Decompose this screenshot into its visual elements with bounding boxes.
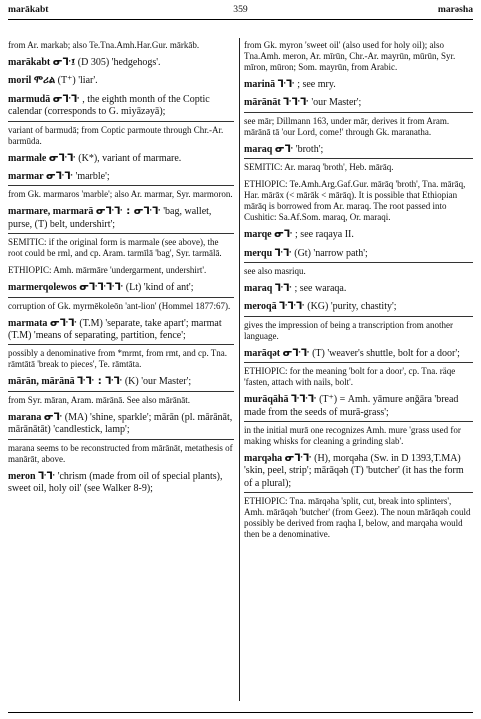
page-number: 359 [233,4,248,15]
entry-text: 'our Master'; [311,97,362,109]
headword: maraq [244,283,273,295]
entry-text: (T⁺) 'liar'. [57,75,98,87]
entry-text: possibly a denominative from *mrmt, from rmt, and cp. Tna. rāmtātā 'break to pieces', Te. rāmtāta. [8,348,228,370]
right-column [244,40,473,546]
entry-text: (Lt) 'kind of ant'; [125,282,194,294]
geez-script: ᓂᒭ [274,143,294,155]
dictionary-entry [244,425,473,447]
entry-text: from Syr. māran, Aram. mārānā. See also mārānāt. [8,394,190,405]
headword: marinā [244,79,276,90]
geez-script: ᓂᒭᒭ [46,171,74,183]
geez-script: ᒭᒭ : ᒭᒭ [77,376,123,388]
headword: marqe [244,229,272,241]
dictionary-entry [244,366,473,388]
dictionary-entry [8,189,234,200]
geez-script: ᒭᒭ [38,470,56,482]
entry-text: ; see waraqa. [294,283,347,295]
dictionary-entry [244,162,473,173]
entry-text: (Gt) 'narrow path'; [294,247,368,259]
dictionary-entry [244,320,473,342]
headword: murāqāhā [244,394,289,406]
headword: marmar [8,171,44,183]
entry-rule [8,297,234,298]
dictionary-entry [8,395,234,406]
entry-rule [244,262,473,263]
entry-text: 'chrism (made from oil of special plants), sweet oil, holy oil' (see Walker 8-9); [8,470,223,495]
entry-text: see also masriqu. [244,266,306,277]
dictionary-entry [244,266,473,277]
dictionary-entry [8,348,234,370]
entry-text: ; see mry. [297,79,336,90]
headword: marmudā [8,93,51,105]
dictionary-entry [8,153,234,165]
dictionary-entry [8,265,234,276]
dictionary-entry [244,97,473,112]
entry-text: 'bag, wallet, purse, (T) belt, undershirt'; [8,206,212,230]
entry-text: ETHIOPIC: Amh. mārmāre 'undergarment, undershirt'. [8,265,207,276]
entry-text: ETHIOPIC: Tna. mārqəha 'split, cut, break into splinters', Amh. mārāqəh 'butcher' (from Geez). The noun mārāqəh could possibly be derived from raqha I, below, and marqəha would then be a denominative. [244,496,471,540]
geez-script: ᒭᒭᒭ [290,394,317,406]
footer-rule [8,712,473,713]
entry-text: 'broth'; [295,143,324,155]
dictionary-entry [244,453,473,493]
dictionary-entry [244,394,473,422]
headword: marqəha [244,453,283,465]
running-head-right: marəsha [437,4,473,15]
dictionary-entry [244,283,473,295]
entry-text: gives the impression of being a transcription from another language. [244,319,453,341]
geez-script: ᓂᒭ፤ [52,57,76,68]
headword: marmerqolewos [8,282,77,294]
geez-script: ᓂᒭᒭᒭᒭ [79,282,124,294]
entry-rule [244,421,473,422]
dictionary-entry [8,94,234,122]
dictionary-entry [244,496,473,540]
entry-text: ETHIOPIC: Te.Amh.Arg.Gaf.Gur. mārāq 'broth', Tna. mārāq, Har. mārāx (< mārāk < mārāq). It is possible that Ethiopian mārāq is borrowed from Ar. maraq. The root passed into Cushitic: Sa.Af.Som. maraq, Or. maraqi. [244,179,466,223]
geez-script: ᒭᒭᒭ [283,97,309,109]
entry-rule [8,439,234,440]
page-header [8,4,473,18]
dictionary-entry [8,471,234,496]
entry-text: ; see raqaya II. [295,229,354,241]
entry-rule [244,112,473,113]
dictionary-entry [8,171,234,186]
dictionary-entry [244,40,473,73]
geez-script: ሞሪል [33,75,56,87]
entry-rule [8,185,234,186]
entry-rule [244,362,473,363]
entry-text: (K) 'our Master'; [124,376,192,388]
entry-text: 'marble'; [75,171,110,183]
dictionary-entry [244,348,473,363]
headword: maraq [244,143,273,155]
dictionary-entry [244,229,473,241]
entry-text: from Gk. myron 'sweet oil' (also used for holy oil); also Tna.Amh. meron, Ar. mīrūn, Chr.-Ar. mayrūn, mūrūn, Syr. mīron, mūron; Som. mayrūn, from Arabic. [244,40,456,72]
headword: marākabt [8,57,51,68]
dictionary-entry [8,318,234,346]
column-divider [239,38,240,701]
entry-text: corruption of Gk. myrmēkoleōn 'ant-lion' (Hommel 1877:67). [8,300,231,311]
geez-script: ᓂᒭᒭ [52,93,80,105]
entry-text: see mār; Dillmann 163, under mār, derives it from Aram. mārānā tā 'our Lord, come!' through Gk. maranatha. [244,115,450,137]
geez-script: ᓂᒭ [274,229,293,241]
entry-rule [244,492,473,493]
headword: meron [8,470,36,482]
entry-text: (H), morqəha (Sw. in D 1393,T.MA) 'skin, peel, strip'; mārāqəh (T) 'butcher' (it has the form of a plural); [244,453,464,489]
dictionary-entry [8,125,234,147]
dictionary-entry [244,144,473,159]
geez-script: ᓂᒭᒭ [284,453,312,465]
entry-rule [8,344,234,345]
entry-text: SEMITIC: Ar. maraq 'broth', Heb. mārāq. [244,162,394,173]
entry-text: SEMITIC: if the original form is marmale (see above), the root could be rml, and cp. Aram. tarmīlā 'bag', Syr. tarmālā. [8,237,222,259]
running-head-left: marākabt [8,4,49,15]
entry-text: from Ar. markab; also Te.Tna.Amh.Har.Gur. mārkāb. [8,40,200,50]
entry-text: (T) 'weaver's shuttle, bolt for a door'; [312,347,460,359]
entry-text: (MA) 'shine, sparkle'; mārān (pl. mārānāt, mārānātāt) 'candlestick, lamp'; [8,411,233,436]
header-rule [8,19,473,20]
headword: mārān, mārānā [8,376,75,388]
entry-text: marana seems to be reconstructed from mārānāt, metathesis of manārāt, above. [8,442,233,464]
entry-text: (T.M) 'separate, take apart'; marmat (T.M) 'means of separating, partition, fence'; [8,317,222,342]
dictionary-entry [244,79,473,91]
dictionary-entry [8,75,234,87]
geez-script: ᓂᒭᒭ : ᓂᒭᒭ [95,206,161,218]
entry-text: from Gk. marmaros 'marble'; also Ar. marmar, Syr. marmoron. [8,189,233,200]
entry-text: , the eighth month of the Coptic calendar (corresponds to G. miyāzəyā); [8,93,210,118]
geez-script: ᒭᒭ [274,247,292,259]
headword: marmare, marmarā [8,206,94,218]
dictionary-entry [8,237,234,259]
geez-script: ᓂᒭᒭ [48,152,76,164]
headword: marmale [8,152,47,164]
dictionary-entry [244,179,473,223]
headword: mārānāt [244,97,281,109]
entry-rule [244,158,473,159]
geez-script: ᓂᒭᒭ [49,317,77,329]
entry-rule [8,121,234,122]
entry-text: (D 305) 'hedgehogs'. [77,57,161,68]
entry-text: in the initial murā one recognizes Amh. mure 'grass used for making whisks for cleaning a grinding slab'. [244,425,461,447]
dictionary-entry [8,412,234,440]
entry-rule [8,391,234,392]
headword: marmata [8,317,48,329]
dictionary-entry [244,248,473,263]
dictionary-entry [8,40,234,51]
geez-script: ᒭᒭ [277,79,295,90]
geez-script: ᓂᒭᒭ [282,347,310,359]
dictionary-entry [244,116,473,138]
dictionary-entry [8,57,234,69]
headword: meroqā [244,301,277,313]
entry-text: (KG) 'purity, chastity'; [307,301,397,313]
geez-script: ᒭᒭ [274,283,292,295]
dictionary-entry [8,443,234,465]
headword: moril [8,75,32,87]
headword: marāqət [244,347,281,359]
headword: merqu [244,247,273,259]
entry-rule [8,233,234,234]
entry-text: variant of barmudā; from Coptic parmoute through Chr.-Ar. barmūda. [8,124,224,146]
geez-script: ᓂᒭ [43,411,63,423]
dictionary-entry [8,206,234,234]
dictionary-entry [8,301,234,312]
geez-script: ᒭᒭᒭ [279,301,305,313]
entry-text: (K*), variant of marmare. [78,152,182,164]
headword: marana [8,411,42,423]
left-column [8,40,234,502]
dictionary-entry [244,301,473,316]
entry-text: (T⁺) = Amh. yāmure ənǧāra 'bread made from the seeds of murā-grass'; [244,394,459,418]
dictionary-entry [8,282,234,297]
entry-text: ETHIOPIC: for the meaning 'bolt for a door', cp. Tna. räqe 'fasten, attach with nails, bolt'. [244,366,456,388]
dictionary-entry [8,376,234,391]
entry-rule [244,316,473,317]
